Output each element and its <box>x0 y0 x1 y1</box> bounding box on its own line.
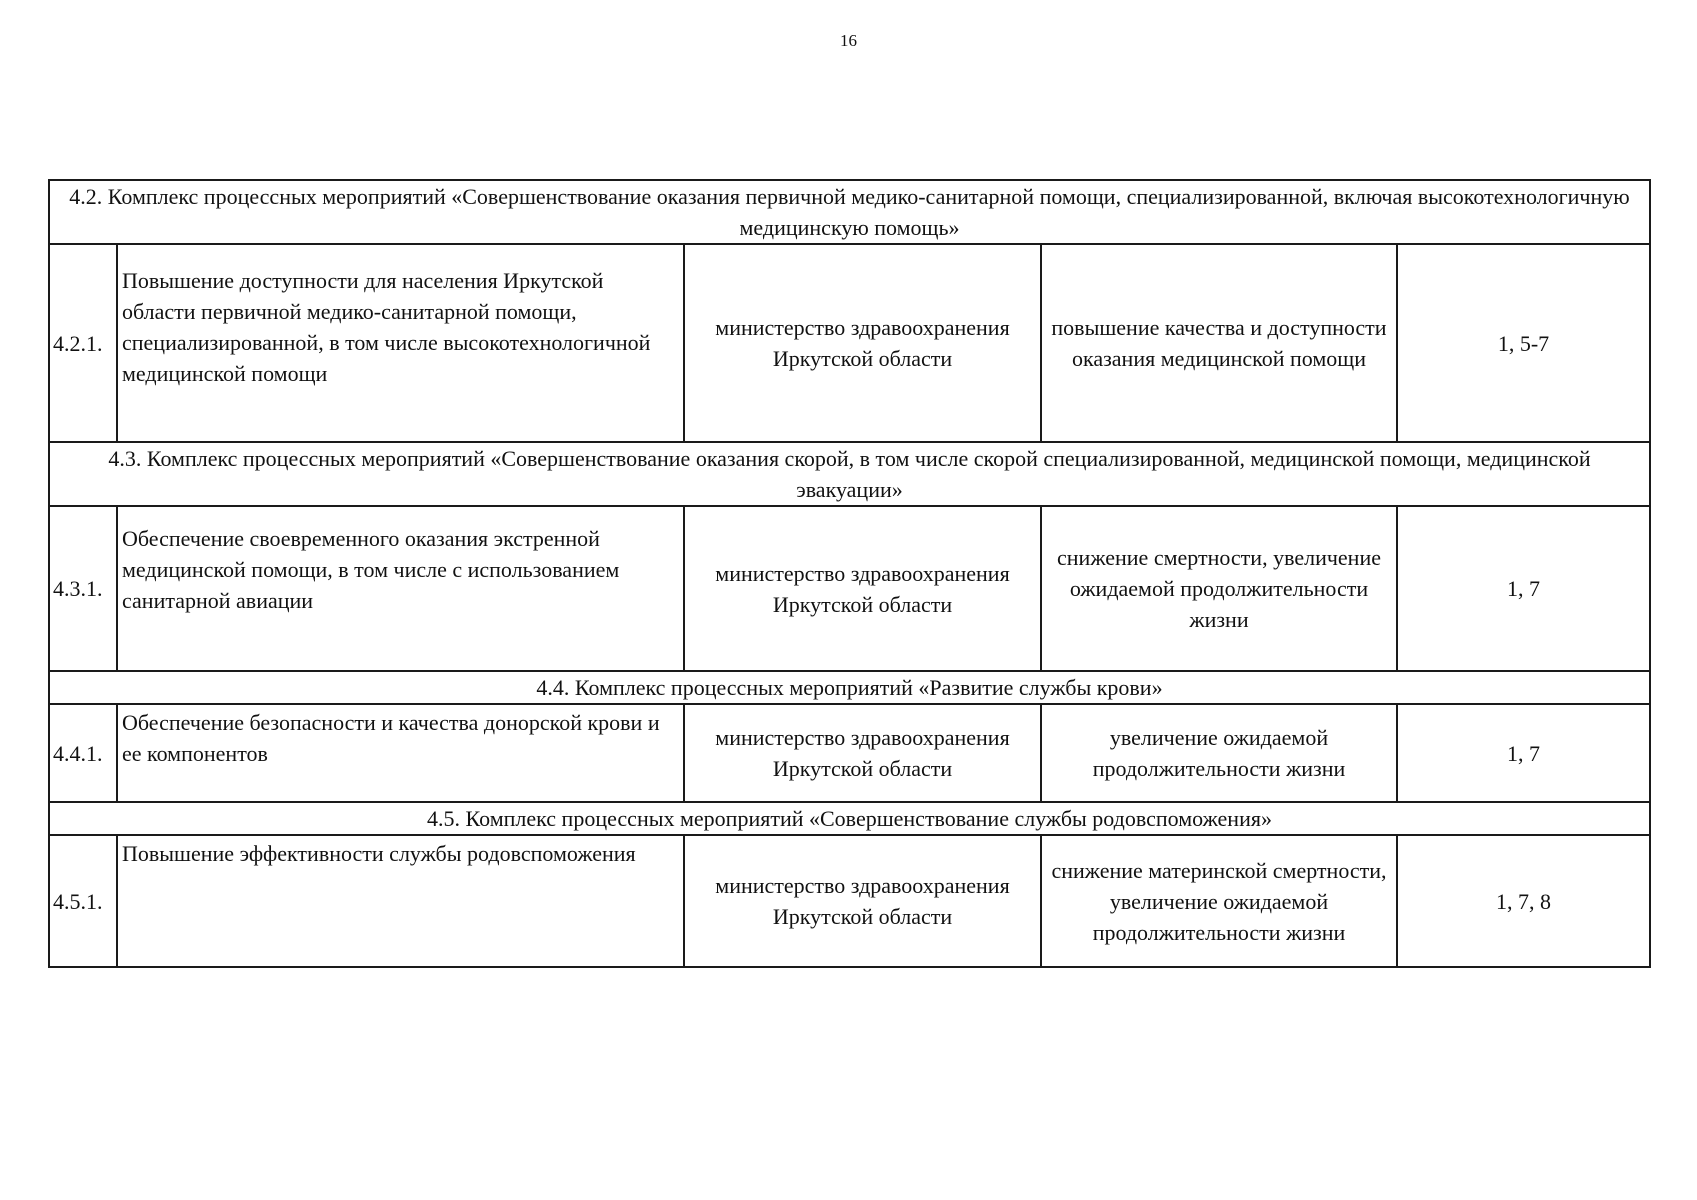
item-indicators: 1, 5-7 <box>1397 244 1650 442</box>
section-title: 4.5. Комплекс процессных мероприятий «Совершенствование службы родовспоможения» <box>49 802 1650 835</box>
item-responsible: министерство здравоохранения Иркутской области <box>684 506 1041 671</box>
section-header-row <box>49 802 1650 835</box>
section-title: 4.4. Комплекс процессных мероприятий «Развитие службы крови» <box>49 671 1650 704</box>
section-header-row <box>49 442 1650 506</box>
item-responsible: министерство здравоохранения Иркутской области <box>684 704 1041 802</box>
item-result: снижение смертности, увеличение ожидаемой продолжительности жизни <box>1041 506 1397 671</box>
item-responsible: министерство здравоохранения Иркутской области <box>684 835 1041 967</box>
item-number: 4.3.1. <box>49 506 117 671</box>
measures-table <box>48 179 1651 968</box>
item-result: повышение качества и доступности оказания медицинской помощи <box>1041 244 1397 442</box>
item-result: увеличение ожидаемой продолжительности жизни <box>1041 704 1397 802</box>
item-name: Обеспечение безопасности и качества донорской крови и ее компонентов <box>117 704 684 802</box>
item-number: 4.5.1. <box>49 835 117 967</box>
table-row <box>49 835 1650 967</box>
item-indicators: 1, 7 <box>1397 704 1650 802</box>
section-title: 4.2. Комплекс процессных мероприятий «Совершенствование оказания первичной медико-санитарной помощи, специализированной, включая высокотехнологичную медицинскую помощь» <box>49 180 1650 244</box>
item-name: Повышение эффективности службы родовспоможения <box>117 835 684 967</box>
page-number: 16 <box>840 31 857 50</box>
item-indicators: 1, 7 <box>1397 506 1650 671</box>
section-title: 4.3. Комплекс процессных мероприятий «Совершенствование оказания скорой, в том числе скорой специализированной, медицинской помощи, медицинской эвакуации» <box>49 442 1650 506</box>
section-header-row <box>49 671 1650 704</box>
item-responsible: министерство здравоохранения Иркутской области <box>684 244 1041 442</box>
item-number: 4.2.1. <box>49 244 117 442</box>
item-number: 4.4.1. <box>49 704 117 802</box>
item-indicators: 1, 7, 8 <box>1397 835 1650 967</box>
table-row <box>49 704 1650 802</box>
table-row <box>49 244 1650 442</box>
section-header-row <box>49 180 1650 244</box>
item-name: Обеспечение своевременного оказания экстренной медицинской помощи, в том числе с использованием санитарной авиации <box>117 506 684 671</box>
table-row <box>49 506 1650 671</box>
item-result: снижение материнской смертности, увеличение ожидаемой продолжительности жизни <box>1041 835 1397 967</box>
item-name: Повышение доступности для населения Иркутской области первичной медико-санитарной помощи, специализированной, в том числе высокотехнологичной медицинской помощи <box>117 244 684 442</box>
